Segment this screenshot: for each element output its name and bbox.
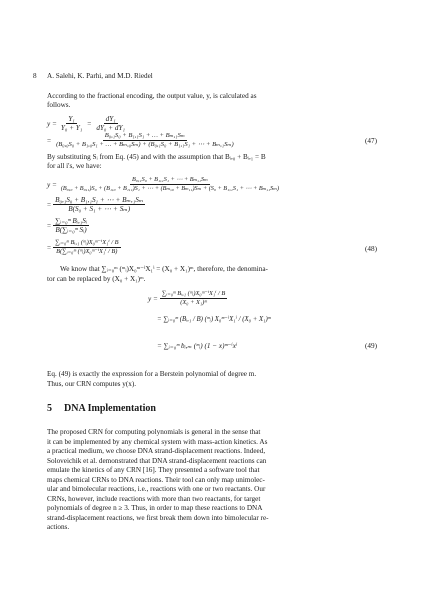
eq47-frac2-den: dY₀ + dY₁ [96, 124, 125, 132]
eq48-r3-den: B(∑ᵢ₌₀ᵐ Sᵢ) [55, 226, 87, 234]
body-line-4: Soloveichik et al. demonstrated that DNA strand-displacement reactions can [47, 456, 267, 465]
eq48-r3-num: ∑ᵢ₌₀ᵐ Bᵢ,₁Sᵢ [55, 217, 87, 225]
eq49-r1-den: (X₀ + X₁)ᵐ [180, 299, 207, 306]
body-line-5: emulate the kinetics of any CRN [16]. They presented a software tool that [47, 466, 260, 474]
page-number: 8 [33, 72, 37, 80]
know-line-1: We know that ∑ᵢ₌₀ᵐ (ᵐᵢ)X₀ᵐ⁻ⁱX₁ⁱ = (X₀ + X₁)ᵐ, therefore, the denomina- [60, 265, 268, 273]
running-head-authors: A. Salehi, K. Parhi, and M.D. Riedel [47, 72, 153, 80]
section-heading [47, 403, 156, 414]
equation-48-row3: = $\frac{\text{∑ᵢ₌₀ᵐ Bᵢ,₁Sᵢ}}{\text{B(∑ᵢ₌₀ᵐ Sᵢ)}}$ [47, 217, 87, 234]
eq48-r4-den: B(∑ᵢ₌₀ᵐ (ᵐᵢ)X₀ᵐ⁻ⁱX₁ⁱ / B) [56, 248, 118, 255]
section-title: DNA Implementation [64, 403, 156, 414]
body-line-10: strand-displacement reactions, we first break them down into bimolecular re- [47, 513, 269, 522]
section-number: 5 [47, 403, 52, 414]
intro-line-2: follows. [47, 101, 71, 109]
eq47-frac3-num: B₀,₁S₀ + B₁,₁S₁ + … + Bₘ,₁Sₘ [104, 132, 185, 139]
body-line-9: polynomials of degree n ≥ 3. Thus, in order to map these reactions to DNA [47, 504, 263, 512]
know-line-2: tor can be replaced by (X₀ + X₁)ᵐ. [47, 275, 146, 283]
body-line-8: CRNs, however, include reactions with more than two reactants, for target [47, 494, 261, 503]
body-line-11: actions. [47, 523, 70, 531]
equation-49-row1 [148, 290, 227, 307]
equation-49-row3: = ∑ᵢ₌₀ᵐ bᵢ,ₘ (ᵐᵢ) (1 − x)ᵐ⁻ⁱxⁱ [157, 342, 238, 350]
equation-number-48: (48) [365, 245, 377, 253]
conclusion-line-2: Thus, our CRN computes y(x). [47, 380, 137, 388]
body-line-1: The proposed CRN for computing polynomials is general in the sense that [47, 428, 261, 436]
eq47-frac2-num: dY₁ [105, 115, 116, 123]
equation-number-49: (49) [365, 342, 377, 350]
equation-49-row2: = ∑ᵢ₌₀ᵐ (Bᵢ,₁ / B) (ᵐᵢ) X₀ᵐ⁻ⁱX₁ⁱ / (X₀ + X₁)ᵐ [157, 316, 271, 323]
body-line-3: a practical medium, we choose DNA strand-displacement reactions. Indeed, [47, 447, 266, 455]
intro-line-1: According to the fractional encoding, the output value, y, is calculated as [47, 92, 257, 100]
eq49-lhs: y = [148, 294, 158, 303]
eq47-lhs: y = [47, 119, 57, 128]
eq47-frac1-num: Y₁ [68, 115, 75, 123]
eq48-r1-num: B₀,₁S₀ + B₁,₁S₁ + ⋯ + Bₘ,₁Sₘ [132, 176, 208, 183]
body-line-6: maps chemical CRNs to DNA reactions. Their tool can only map unimolec- [47, 475, 265, 484]
equation-48-row4: = $\frac{\text{∑ᵢ₌₀ᵐ Bᵢ,₁ (ᵐᵢ)X₀ᵐ⁻ⁱX₁ⁱ / B}}{\text{B(∑ᵢ₌₀ᵐ (ᵐᵢ)X₀ᵐ⁻ⁱX₁ⁱ / B)}}$ [47, 239, 119, 255]
eq48-r1-den: (B₀,₀ + B₀,₁)S₀ + (B₁,₀ + B₁,₁)S₁ + ⋯ + (Bₘ,₀ + Bₘ,₁)Sₘ + (S₀ + B₁,₁S₁ + ⋯ + Bₘ,₁Sₘ) [60, 185, 280, 192]
eq49-r1-num: ∑ᵢ₌₀ᵐ Bᵢ,₁ (ᵐᵢ)X₀ᵐ⁻ⁱX₁ⁱ / B [161, 290, 226, 297]
eq48-r4-num: ∑ᵢ₌₀ᵐ Bᵢ,₁ (ᵐᵢ)X₀ᵐ⁻ⁱX₁ⁱ / B [55, 239, 119, 246]
equation-47-line2: = B₀,₁S₀ + B₁,₁S₁ + … + Bₘ,₁Sₘ (B₀,₀S₀ + B₁,₀S₁ + … + Bₘ,₀Sₘ) + (B₀,₁S₀ + B₁,₁S₁ + ⋯ + Bₘ,₁Sₘ) [47, 132, 234, 148]
equation-47 [47, 115, 127, 132]
eq47-frac3-den: (B₀,₀S₀ + B₁,₀S₁ + … + Bₘ,₀Sₘ) + (B₀,₁S₀ + B₁,₁S₁ + ⋯ + Bₘ,₁Sₘ) [56, 141, 234, 148]
eq48-lhs: y = [47, 180, 57, 189]
body-line-7: ular and bimolecular reactions, i.e., reactions with one or two reactants. Our [47, 485, 266, 493]
eq47-equals: = [87, 119, 92, 128]
subst-line-2: for all i's, we have: [47, 162, 102, 170]
eq48-r2-num: B₀,₁S₀ + B₁,₁S₁ + ⋯ + Bₘ,₁Sₘ [55, 196, 144, 204]
equation-48-row2: = $\frac{\text{B₀,₁S₀ + B₁,₁S₁ + ⋯ + Bₘ,₁Sₘ}}{\text{B(S₀ + S₁ + ⋯ + Sₘ)}}$ [47, 196, 144, 213]
body-line-2: it can be implemented by any chemical system with mass-action kinetics. As [47, 437, 268, 446]
equation-48-row1 [47, 176, 281, 193]
conclusion-line-1: Eq. (49) is exactly the expression for a Berstein polynomial of degree m. [47, 370, 257, 378]
subst-line-1: By substituting Sᵢ from Eq. (45) and with the assumption that Bᵢ,₀ + Bᵢ,₁ = B [47, 153, 266, 161]
eq47-frac1-den: Y₀ + Y₁ [60, 124, 83, 132]
equation-number-47: (47) [365, 137, 377, 145]
eq48-r2-den: B(S₀ + S₁ + ⋯ + Sₘ) [68, 205, 131, 213]
